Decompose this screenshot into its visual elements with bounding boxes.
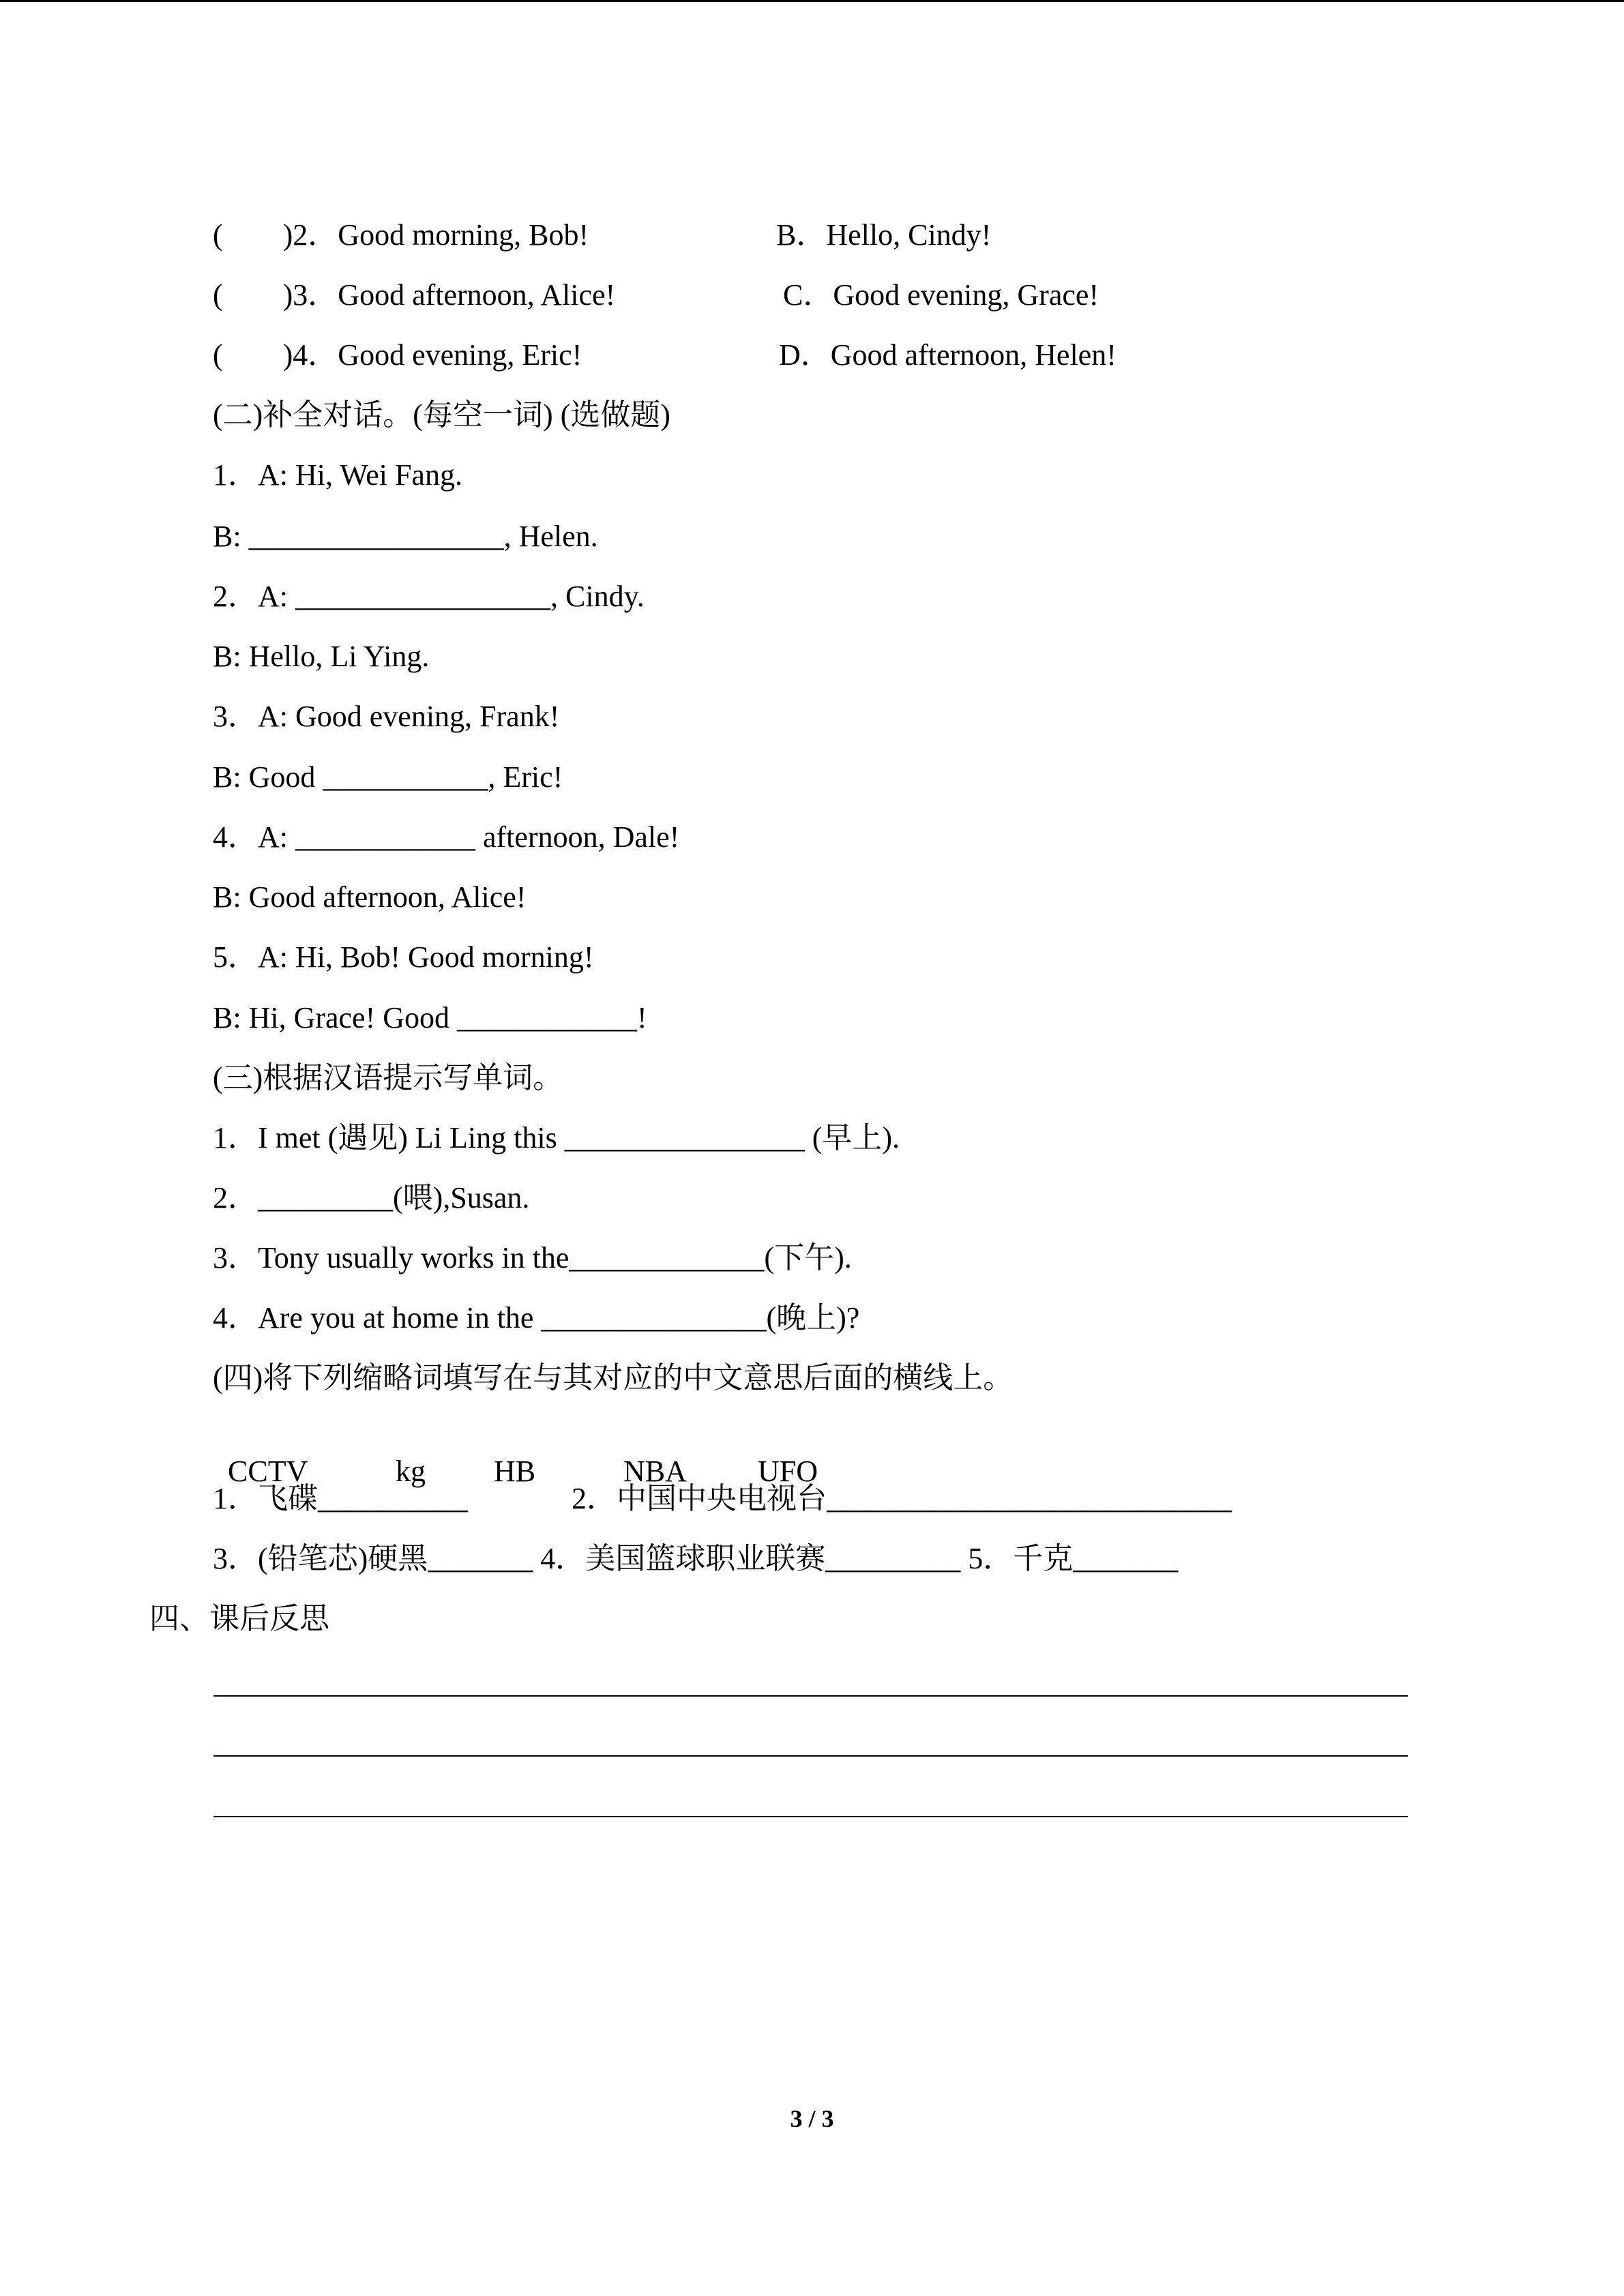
part3-heading: (三)根据汉语提示写单词。 (213, 1061, 563, 1094)
abbreviation: HB (494, 1455, 536, 1489)
word-item: 3．Tony usually works in the_____________(下午). (213, 1241, 852, 1274)
matching-item-2: ( )2．Good morning, Bob! (213, 218, 589, 252)
dialogue-line: B: Good afternoon, Alice! (213, 880, 527, 914)
matching-option-d: D．Good afternoon, Helen! (779, 338, 1117, 372)
dialogue-line: 5．A: Hi, Bob! Good morning! (213, 940, 594, 974)
dialogue-line: 1．A: Hi, Wei Fang. (213, 458, 462, 492)
matching-option-b: B．Hello, Cindy! (776, 218, 992, 252)
dialogue-line: 4．A: ____________ afternoon, Dale! (213, 820, 680, 854)
abbreviation-list (213, 1422, 818, 1489)
part4-heading: (四)将下列缩略词填写在与其对应的中文意思后面的横线上。 (213, 1361, 1014, 1395)
reflection-heading: 四、课后反思 (149, 1602, 329, 1635)
matching-blank-row: 3．(铅笔芯)硬黑_______ 4．美国篮球职业联赛_________ 5．千克_______ (213, 1542, 1179, 1575)
matching-blank: 1．飞碟__________ (213, 1482, 468, 1515)
part2-heading: (二)补全对话。(每空一词) (选做题) (213, 398, 670, 432)
writing-line (213, 1755, 1408, 1757)
abbreviation: CCTV (228, 1455, 308, 1489)
dialogue-line: 3．A: Good evening, Frank! (213, 700, 560, 733)
writing-line (213, 1695, 1408, 1697)
page-number: 3 / 3 (790, 2105, 834, 2132)
matching-item-4: ( )4．Good evening, Eric! (213, 338, 582, 372)
dialogue-line: B: Hi, Grace! Good ____________! (213, 1001, 647, 1034)
matching-item-3: ( )3．Good afternoon, Alice! (213, 278, 616, 312)
matching-option-c: C．Good evening, Grace! (783, 278, 1099, 312)
abbreviation: kg (396, 1455, 426, 1489)
abbreviation: NBA (623, 1455, 687, 1489)
matching-blank: 2．中国中央电视台___________________________ (572, 1482, 1232, 1515)
word-item: 1．I met (遇见) Li Ling this ________________ (早上). (213, 1121, 900, 1154)
word-item: 2．_________(喂),Susan. (213, 1181, 530, 1214)
abbreviation: UFO (758, 1455, 818, 1489)
dialogue-line: B: Hello, Li Ying. (213, 640, 430, 673)
dialogue-line: B: Good ___________, Eric! (213, 760, 563, 794)
word-item: 4．Are you at home in the _______________(晚上)? (213, 1301, 860, 1335)
dialogue-line: B: _________________, Helen. (213, 520, 598, 553)
writing-line (213, 1816, 1408, 1817)
dialogue-line: 2．A: _________________, Cindy. (213, 580, 645, 613)
